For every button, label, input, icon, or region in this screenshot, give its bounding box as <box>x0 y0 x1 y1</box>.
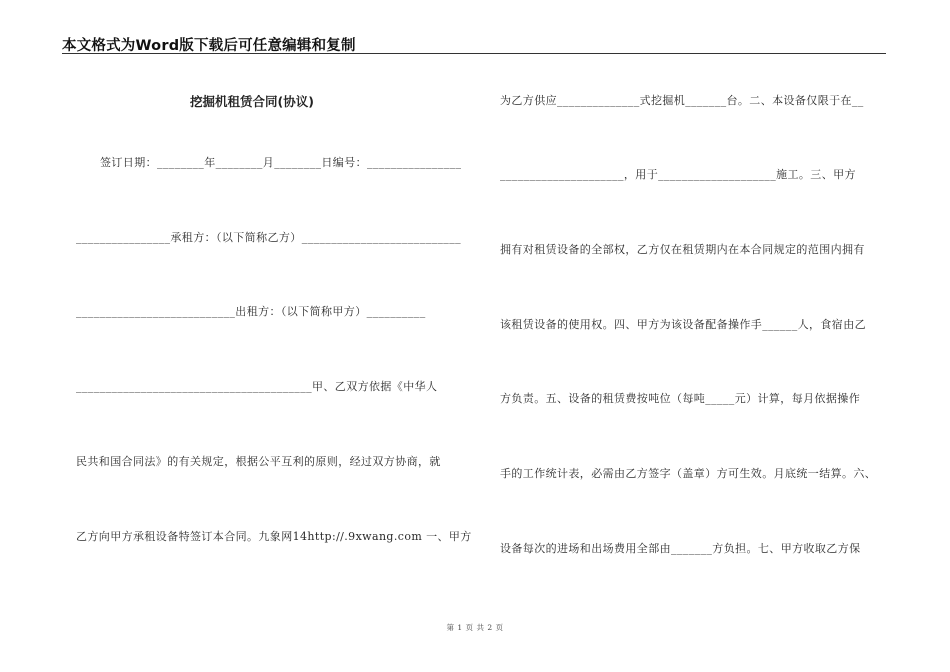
document-header: 本文格式为Word版下载后可任意编辑和复制 <box>62 38 356 54</box>
left-line-3: ___________________________出租方：（以下简称甲方）__________ <box>76 305 426 318</box>
left-line-1: 签订日期：________年________月________日编号：________________ <box>100 156 462 169</box>
left-line-2: ________________承租方：（以下简称乙方）___________________________ <box>76 231 461 244</box>
right-line-5: 方负责。五、设备的租赁费按吨位（每吨_____元）计算，每月依据操作 <box>500 392 861 405</box>
header-divider <box>62 53 886 54</box>
right-line-3: 拥有对租赁设备的全部权，乙方仅在租赁期内在本合同规定的范围内拥有 <box>500 243 865 256</box>
page-number: 第 1 页 共 2 页 <box>446 623 504 632</box>
right-line-6: 手的工作统计表，必需由乙方签字（盖章）方可生效。月底统一结算。六、 <box>500 467 877 480</box>
left-line-6: 乙方向甲方承租设备特签订本合同。九象网14http://.9xwang.com 一、甲方 <box>76 530 472 543</box>
left-line-4: ________________________________________甲、乙双方依据《中华人 <box>76 380 438 393</box>
right-line-2: _____________________，用于____________________施工。三、甲方 <box>500 168 856 181</box>
right-line-1: 为乙方供应______________式挖掘机_______台。二、本设备仅限于在__ <box>500 94 864 107</box>
right-line-7: 设备每次的进场和出场费用全部由_______方负担。七、甲方收取乙方保 <box>500 542 861 555</box>
right-line-4: 该租赁设备的使用权。四、甲方为该设备配备操作手______人，食宿由乙 <box>500 318 866 331</box>
document-title: 挖掘机租赁合同(协议) <box>190 94 314 109</box>
left-line-5: 民共和国合同法》的有关规定，根据公平互利的原则，经过双方协商，就 <box>76 455 441 468</box>
